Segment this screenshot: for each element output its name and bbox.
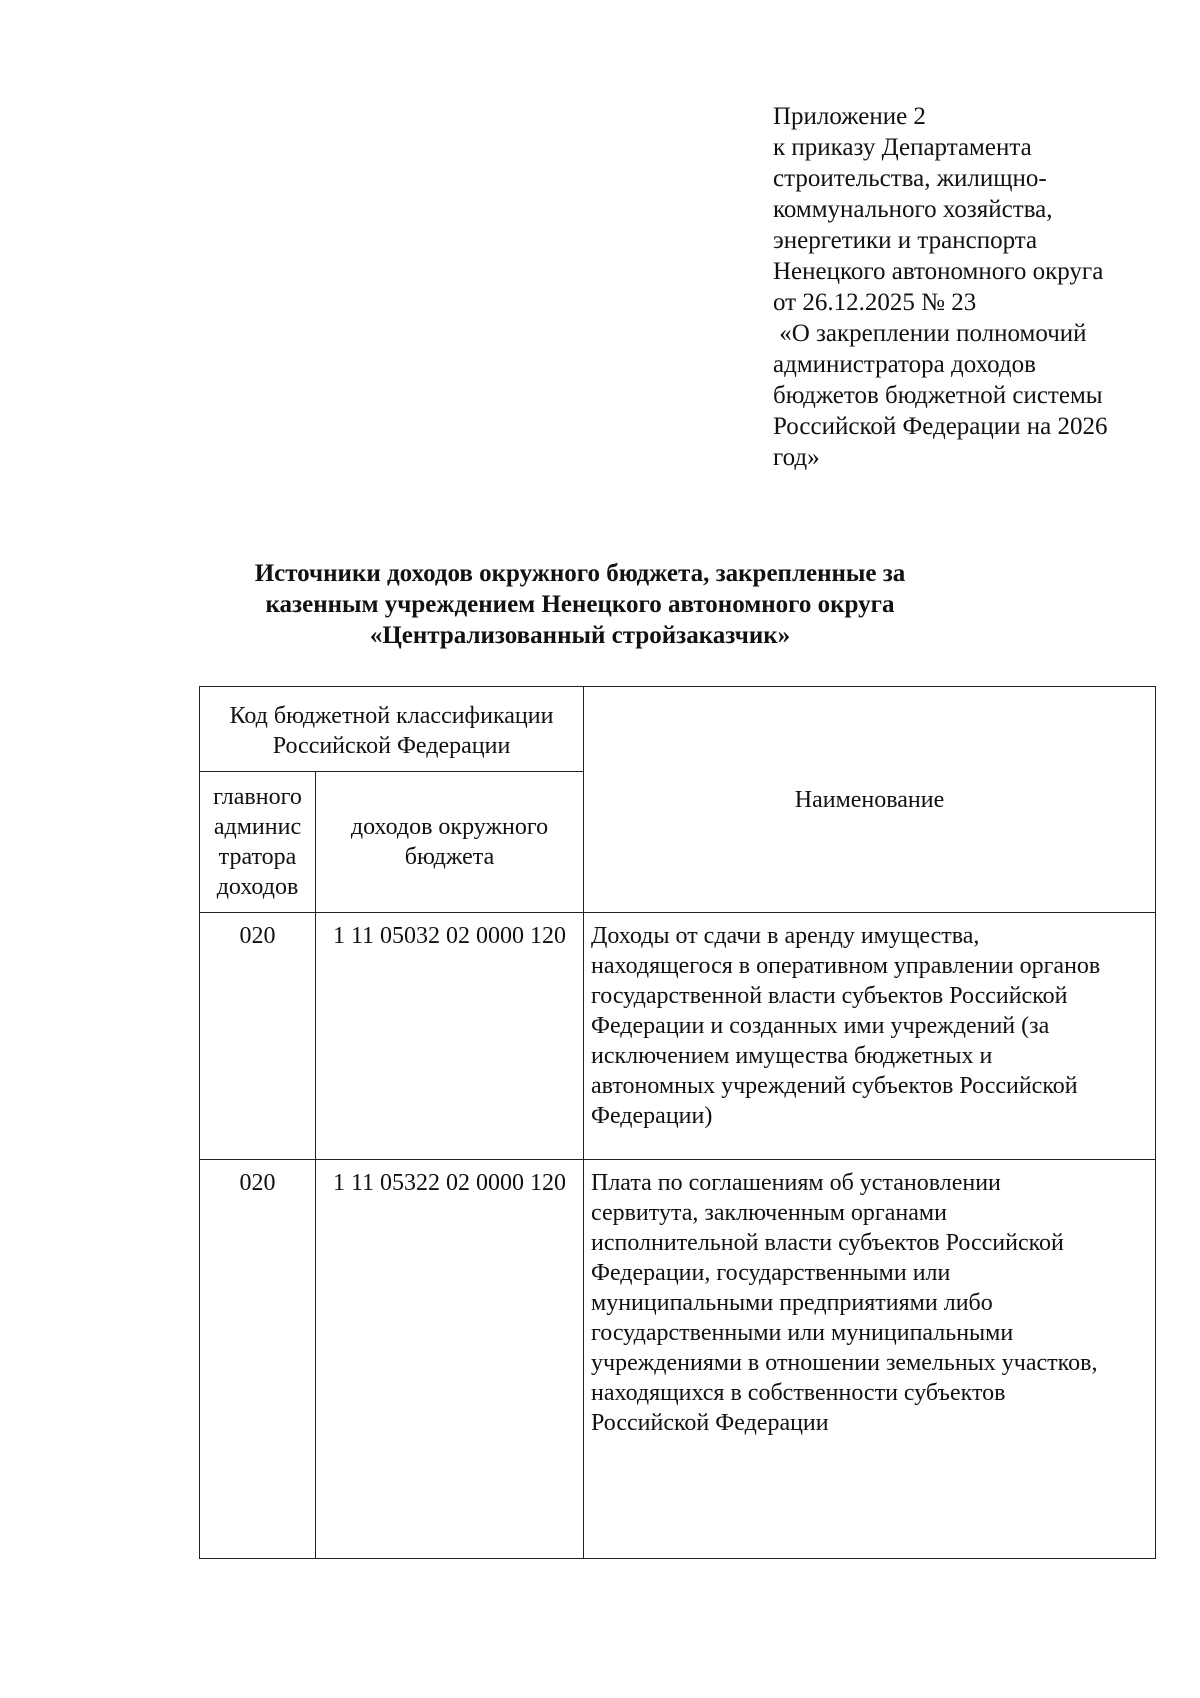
appendix-line: Ненецкого автономного округа [773, 258, 1104, 285]
table-row [200, 913, 1156, 1160]
appendix-block [773, 101, 1173, 473]
appendix-line: строительства, жилищно- [773, 165, 1047, 192]
appendix-line: администратора доходов [773, 351, 1036, 378]
header-name: Наименование [584, 687, 1156, 913]
admin-code-cell: 020 [200, 1160, 316, 1559]
budget-code-cell: 1 11 05322 02 0000 120 [316, 1160, 584, 1559]
table-row [200, 1160, 1156, 1559]
income-name-cell: Плата по соглашениям об установлении сервитута, заключенным органами исполнительной власти субъектов Российской Федерации, государственными или муниципальными предприятиями либо государственными или муниципальными учреждениями в отношении земельных участков, находящихся в собственности субъектов Российской Федерации [584, 1160, 1156, 1559]
appendix-line: «О закреплении полномочий [773, 320, 1087, 347]
appendix-line: коммунального хозяйства, [773, 196, 1053, 223]
table-header-row [200, 687, 1156, 772]
title-line: Источники доходов окружного бюджета, закрепленные за [254, 560, 906, 587]
title-line: «Централизованный стройзаказчик» [369, 622, 791, 649]
title-line: казенным учреждением Ненецкого автономного округа [265, 591, 895, 618]
budget-code-cell: 1 11 05032 02 0000 120 [316, 913, 584, 1160]
income-name-cell: Доходы от сдачи в аренду имущества, находящегося в оперативном управлении органов государственной власти субъектов Российской Федерации и созданных ими учреждений (за исключением имущества бюджетных и автономных учреждений субъектов Российской Федерации) [584, 913, 1156, 1160]
admin-code-cell: 020 [200, 913, 316, 1160]
header-budget-classification: Код бюджетной классификации Российской Федерации [200, 687, 584, 772]
appendix-line: от 26.12.2025 № 23 [773, 289, 977, 316]
appendix-line: год» [773, 444, 820, 471]
appendix-line: энергетики и транспорта [773, 227, 1038, 254]
document-title [200, 558, 960, 651]
header-main-administrator: главного админис тратора доходов [200, 772, 316, 913]
appendix-line: Российской Федерации на 2026 [773, 413, 1108, 440]
appendix-line: бюджетов бюджетной системы [773, 382, 1103, 409]
appendix-line: Приложение 2 [773, 103, 926, 130]
income-sources-table [199, 686, 1156, 1559]
header-district-budget-income: доходов окружного бюджета [316, 772, 584, 913]
appendix-line: к приказу Департамента [773, 134, 1032, 161]
